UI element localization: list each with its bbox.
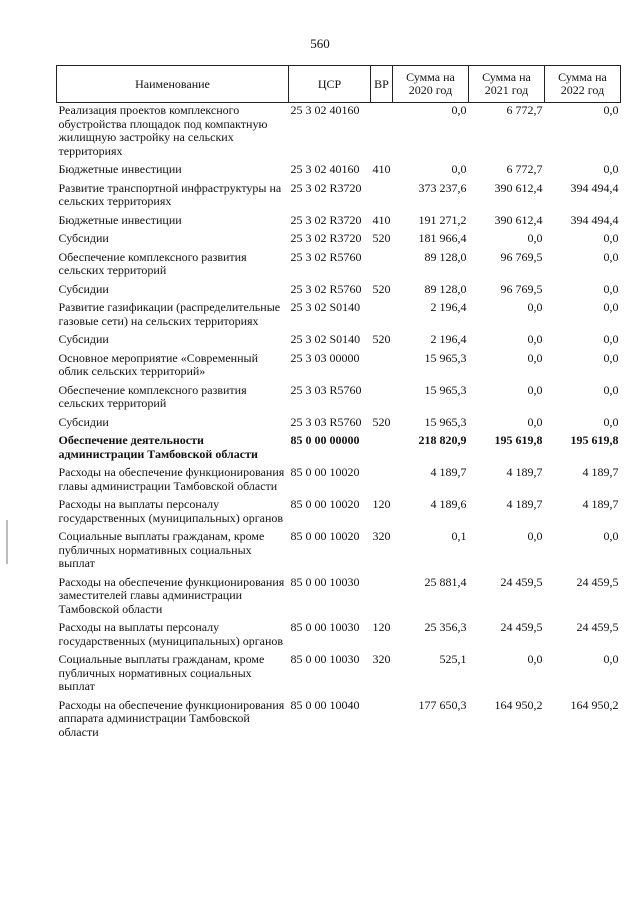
row-name: Субсидии <box>58 332 109 346</box>
row-csr-code: 85 0 00 10030 <box>290 652 360 666</box>
row-csr-code: 85 0 00 10020 <box>290 465 360 479</box>
row-csr-code: 25 3 03 R5760 <box>290 414 362 429</box>
row-sum-2021: 0,0 <box>527 332 543 346</box>
row-sum-2020: 181 966,4 <box>418 231 467 245</box>
row-sum-2022: 0,0 <box>603 249 619 264</box>
row-sum-2022: 24 459,5 <box>576 574 619 589</box>
row-sum-2020: 0,1 <box>451 529 467 543</box>
row-csr-code: 85 0 00 10040 <box>290 697 360 712</box>
row-name: Бюджетные инвестиции <box>58 212 182 227</box>
row-sum-2022: 0,0 <box>603 162 619 176</box>
row-sum-2022: 4 189,7 <box>582 465 619 479</box>
table-row <box>57 162 621 181</box>
row-vr-code: 320 <box>372 652 391 666</box>
row-sum-2021: 6 772,7 <box>506 162 543 176</box>
row-vr-code <box>371 103 393 163</box>
table-row <box>57 383 621 415</box>
row-sum-2020: 218 820,9 <box>418 433 467 447</box>
row-sum-2020: 89 128,0 <box>424 249 467 264</box>
row-sum-2020: 373 237,6 <box>418 180 467 195</box>
row-vr-code <box>371 300 393 332</box>
row-sum-2021: 4 189,7 <box>506 497 543 511</box>
row-vr-code: 520 <box>372 414 391 429</box>
table-header <box>57 66 621 103</box>
row-csr-code: 85 0 00 10020 <box>290 529 360 543</box>
row-name: Развитие транспортной инфраструктуры на сельских территориях <box>58 180 282 208</box>
row-sum-2022: 0,0 <box>603 300 619 314</box>
row-csr-code: 25 3 02 S0140 <box>290 300 361 314</box>
table-row <box>57 213 621 232</box>
header-sum-2022: Сумма на 2022 год <box>545 66 621 103</box>
row-vr-code: 520 <box>372 231 391 245</box>
row-name: Субсидии <box>58 414 109 429</box>
row-sum-2020: 2 196,4 <box>430 332 467 346</box>
row-sum-2022: 0,0 <box>603 231 619 245</box>
row-sum-2021: 0,0 <box>527 382 543 397</box>
row-name: Социальные выплаты гражданам, кроме публичных нормативных социальных выплат <box>58 529 265 570</box>
row-vr-code <box>371 698 393 744</box>
row-sum-2022: 0,0 <box>603 382 619 397</box>
row-sum-2021: 390 612,4 <box>494 212 543 227</box>
table-row <box>57 181 621 213</box>
row-sum-2022: 4 189,7 <box>582 497 619 511</box>
row-sum-2021: 96 769,5 <box>500 281 543 296</box>
row-sum-2020: 25 356,3 <box>424 620 467 634</box>
row-csr-code: 25 3 02 R3720 <box>290 212 362 227</box>
row-sum-2020: 2 196,4 <box>430 300 467 314</box>
table-row <box>57 415 621 434</box>
row-csr-code: 25 3 02 R3720 <box>290 231 362 245</box>
row-sum-2020: 525,1 <box>439 652 467 666</box>
table-row <box>57 433 621 465</box>
row-sum-2021: 24 459,5 <box>500 620 543 634</box>
table-row <box>57 332 621 351</box>
row-name: Обеспечение деятельности администрации Тамбовской области <box>58 433 258 461</box>
row-csr-code: 25 3 03 00000 <box>290 350 360 365</box>
table-row <box>57 250 621 282</box>
row-sum-2020: 15 965,3 <box>424 382 467 397</box>
row-csr-code: 85 0 00 00000 <box>290 433 360 447</box>
row-sum-2020: 4 189,7 <box>430 465 467 479</box>
row-csr-code: 25 3 02 R5760 <box>290 281 362 296</box>
row-sum-2020: 177 650,3 <box>418 697 467 712</box>
row-sum-2022: 24 459,5 <box>576 620 619 634</box>
row-sum-2021: 24 459,5 <box>500 574 543 589</box>
row-vr-code: 410 <box>372 162 391 176</box>
row-sum-2020: 0,0 <box>451 162 467 176</box>
row-name: Обеспечение комплексного развития сельских территорий <box>58 382 247 410</box>
header-vr: ВР <box>371 66 393 103</box>
row-csr-code: 25 3 02 40160 <box>290 162 360 176</box>
row-sum-2020: 15 965,3 <box>424 350 467 365</box>
row-vr-code <box>371 575 393 621</box>
row-vr-code: 410 <box>372 212 391 227</box>
row-sum-2020: 25 881,4 <box>424 574 467 589</box>
row-vr-code: 120 <box>372 497 391 511</box>
row-name: Расходы на выплаты персоналу государственных (муниципальных) органов <box>58 497 284 525</box>
row-sum-2022: 0,0 <box>603 414 619 429</box>
row-sum-2021: 6 772,7 <box>506 103 543 117</box>
table-row <box>57 620 621 652</box>
table-row <box>57 282 621 301</box>
row-vr-code: 320 <box>372 529 391 543</box>
row-name: Основное мероприятие «Современный облик сельских территорий» <box>58 350 258 378</box>
row-sum-2020: 4 189,6 <box>430 497 467 511</box>
row-vr-code <box>371 465 393 497</box>
row-sum-2022: 0,0 <box>603 652 619 666</box>
table-row <box>57 300 621 332</box>
row-sum-2021: 0,0 <box>527 652 543 666</box>
row-csr-code: 25 3 02 40160 <box>290 103 360 117</box>
row-name: Обеспечение комплексного развития сельских территорий <box>58 249 247 277</box>
row-sum-2022: 0,0 <box>603 103 619 117</box>
row-sum-2022: 195 619,8 <box>570 433 619 447</box>
row-name: Расходы на обеспечение функционирования заместителей главы администрации Тамбовской области <box>58 574 285 616</box>
row-sum-2022: 0,0 <box>603 350 619 365</box>
row-sum-2022: 0,0 <box>603 529 619 543</box>
row-name: Субсидии <box>58 281 109 296</box>
row-name: Социальные выплаты гражданам, кроме публичных нормативных социальных выплат <box>58 652 265 693</box>
header-sum-2020: Сумма на 2020 год <box>393 66 469 103</box>
row-name: Расходы на выплаты персоналу государственных (муниципальных) органов <box>58 620 284 648</box>
row-sum-2020: 89 128,0 <box>424 281 467 296</box>
row-sum-2020: 191 271,2 <box>418 212 467 227</box>
row-csr-code: 25 3 02 S0140 <box>290 332 361 346</box>
row-vr-code: 120 <box>372 620 391 634</box>
row-sum-2022: 394 494,4 <box>570 180 619 195</box>
header-csr: ЦСР <box>289 66 371 103</box>
row-sum-2021: 4 189,7 <box>506 465 543 479</box>
row-sum-2021: 0,0 <box>527 231 543 245</box>
row-vr-code <box>371 250 393 282</box>
table-row <box>57 103 621 163</box>
table-row <box>57 652 621 698</box>
row-vr-code: 520 <box>372 332 391 346</box>
row-sum-2020: 15 965,3 <box>424 414 467 429</box>
row-sum-2022: 0,0 <box>603 332 619 346</box>
row-name: Расходы на обеспечение функционирования главы администрации Тамбовской области <box>58 465 285 493</box>
row-csr-code: 85 0 00 10030 <box>290 620 360 634</box>
row-vr-code <box>371 383 393 415</box>
table-row <box>57 575 621 621</box>
row-sum-2021: 164 950,2 <box>494 697 543 712</box>
row-sum-2021: 0,0 <box>527 350 543 365</box>
row-sum-2021: 0,0 <box>527 529 543 543</box>
row-name: Бюджетные инвестиции <box>58 162 182 176</box>
table-row <box>57 698 621 744</box>
row-vr-code <box>371 351 393 383</box>
page-number: 560 <box>310 36 330 51</box>
row-sum-2021: 0,0 <box>527 300 543 314</box>
row-csr-code: 85 0 00 10020 <box>290 497 360 511</box>
row-vr-code: 520 <box>372 281 391 296</box>
row-sum-2021: 195 619,8 <box>494 433 543 447</box>
row-csr-code: 85 0 00 10030 <box>290 574 360 589</box>
row-sum-2021: 390 612,4 <box>494 180 543 195</box>
table-row <box>57 465 621 497</box>
table-row <box>57 497 621 529</box>
row-csr-code: 25 3 03 R5760 <box>290 382 362 397</box>
table-row <box>57 529 621 575</box>
row-sum-2021: 0,0 <box>527 414 543 429</box>
table-row <box>57 351 621 383</box>
row-name: Развитие газификации (распределительные газовые сети) на сельских территориях <box>58 300 281 328</box>
row-csr-code: 25 3 02 R3720 <box>290 180 362 195</box>
table-body <box>57 103 621 744</box>
header-sum-2021: Сумма на 2021 год <box>469 66 545 103</box>
margin-mark <box>6 520 8 564</box>
row-name: Расходы на обеспечение функционирования аппарата администрации Тамбовской области <box>58 697 285 739</box>
row-sum-2022: 394 494,4 <box>570 212 619 227</box>
row-vr-code <box>371 433 393 465</box>
row-name: Субсидии <box>58 231 109 245</box>
row-sum-2020: 0,0 <box>451 103 467 117</box>
budget-table <box>56 65 621 743</box>
header-name: Наименование <box>57 66 289 103</box>
row-sum-2021: 96 769,5 <box>500 249 543 264</box>
row-sum-2022: 164 950,2 <box>570 697 619 712</box>
table-row <box>57 231 621 250</box>
row-csr-code: 25 3 02 R5760 <box>290 249 362 264</box>
row-sum-2022: 0,0 <box>603 281 619 296</box>
row-vr-code <box>371 181 393 213</box>
row-name: Реализация проектов комплексного обустройства площадок под компактную жилищную застройку на сельских территориях <box>58 103 268 158</box>
